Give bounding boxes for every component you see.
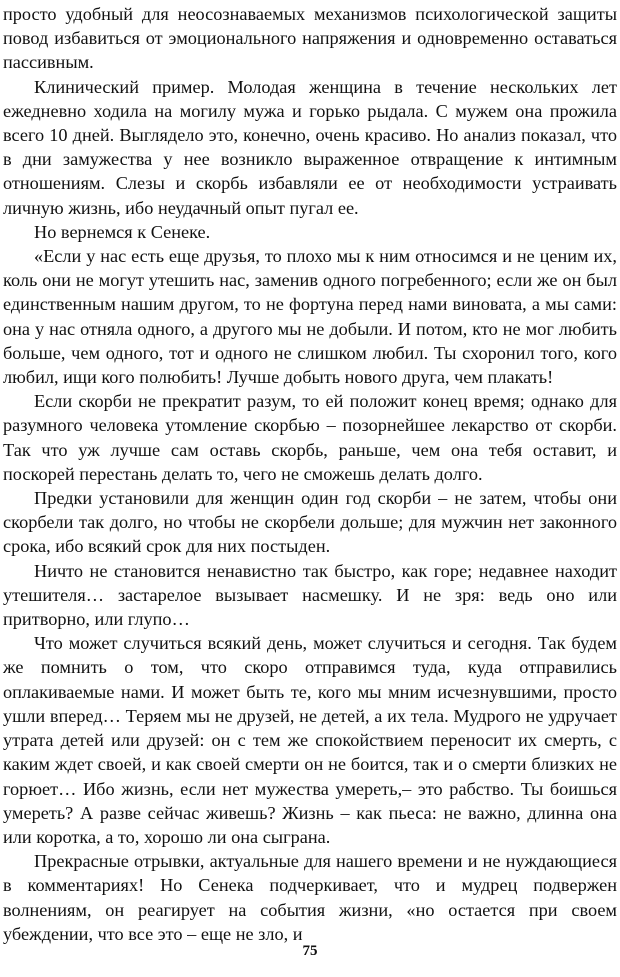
paragraph-quote-friends: «Если у нас есть еще друзья, то плохо мы к ним относимся и не ценим их, коль они не могут утешить нас, заменив одного погребенного; если же он был единственным нашим другом, то не фортуна перед нами виновата, а мы сами: она у нас отняла одного, а другого мы не добыли. И потом, кто не мог любить больше, чем одного, тот и одного не слишком любил. Ты схоронил того, кого любил, ищи кого полюбить! Лучше добыть нового друга, чем плакать! [3, 246, 617, 388]
paragraph-quote-reason: Если скорби не прекратит разум, то ей положит конец время; однако для разумного человека утомление скорбью – позорнейшее лекарство от скорби. Так что уж лучше сам оставь скорбь, раньше, чем она тебя оставит, и поскорей перестань делать то, чего не сможешь делать долго. [3, 391, 617, 484]
paragraph-commentary: Прекрасные отрывки, актуальные для нашего времени и не нуждающиеся в комментариях! Но Сенека подчеркивает, что и мудрец подвержен волнениям, он реагирует на события жизни, «но остается при своем убеждении, что все это – еще не зло, и [3, 851, 617, 944]
paragraph-quote-grief: Ничто не становится ненавистно так быстро, как горе; недавнее находит утешителя… застарелое вызывает насмешку. И не зря: ведь оно или притворно, или глупо… [3, 560, 617, 630]
paragraph-clinical-example: Клинический пример. Молодая женщина в течение нескольких лет ежедневно ходила на могилу мужа и горько рыдала. С мужем она прожила всего 10 дней. Выглядело это, конечно, очень красиво. Но анализ показал, что в дни замужества у нее возникло выраженное отвращение к интимным отношениям. Слезы и скорбь избавляли ее от необходимости устраивать личную жизнь, ибо неудачный опыт пугал ее. [3, 76, 617, 218]
page-number: 75 [302, 943, 318, 959]
page-text [3, 2, 617, 946]
paragraph-return-to-seneca: Но вернемся к Сенеке. [34, 221, 211, 242]
paragraph-quote-today: Что может случиться всякий день, может случиться и сегодня. Так будем же помнить о том, что скоро отправимся туда, куда отправились оплакиваемые нами. И может быть те, кого мы мним исчезнувшими, просто ушли вперед… Теряем мы не друзей, не детей, а их тела. Мудрого не удручает утрата детей или друзей: он с тем же спокойствием переносит их смерть, с каким ждет своей, и как своей смерти он не боится, так и о смерти близких не горюет… Ибо жизнь, если нет мужества умереть,– это рабство. Ты боишься умереть? А разве сейчас живешь? Жизнь – как пьеса: не важно, длинна она или коротка, а то, хорошо ли она сыграна. [3, 633, 617, 847]
paragraph-continuation: просто удобный для неосознаваемых механизмов психологической защиты повод избавиться от эмоционального напряжения и одновременно оставаться пассивным. [3, 4, 617, 73]
paragraph-quote-ancestors: Предки установили для женщин один год скорби – не затем, чтобы они скорбели так долго, но чтобы не скорбели дольше; для мужчин нет законного срока, ибо всякий срок для них постыден. [3, 488, 617, 557]
